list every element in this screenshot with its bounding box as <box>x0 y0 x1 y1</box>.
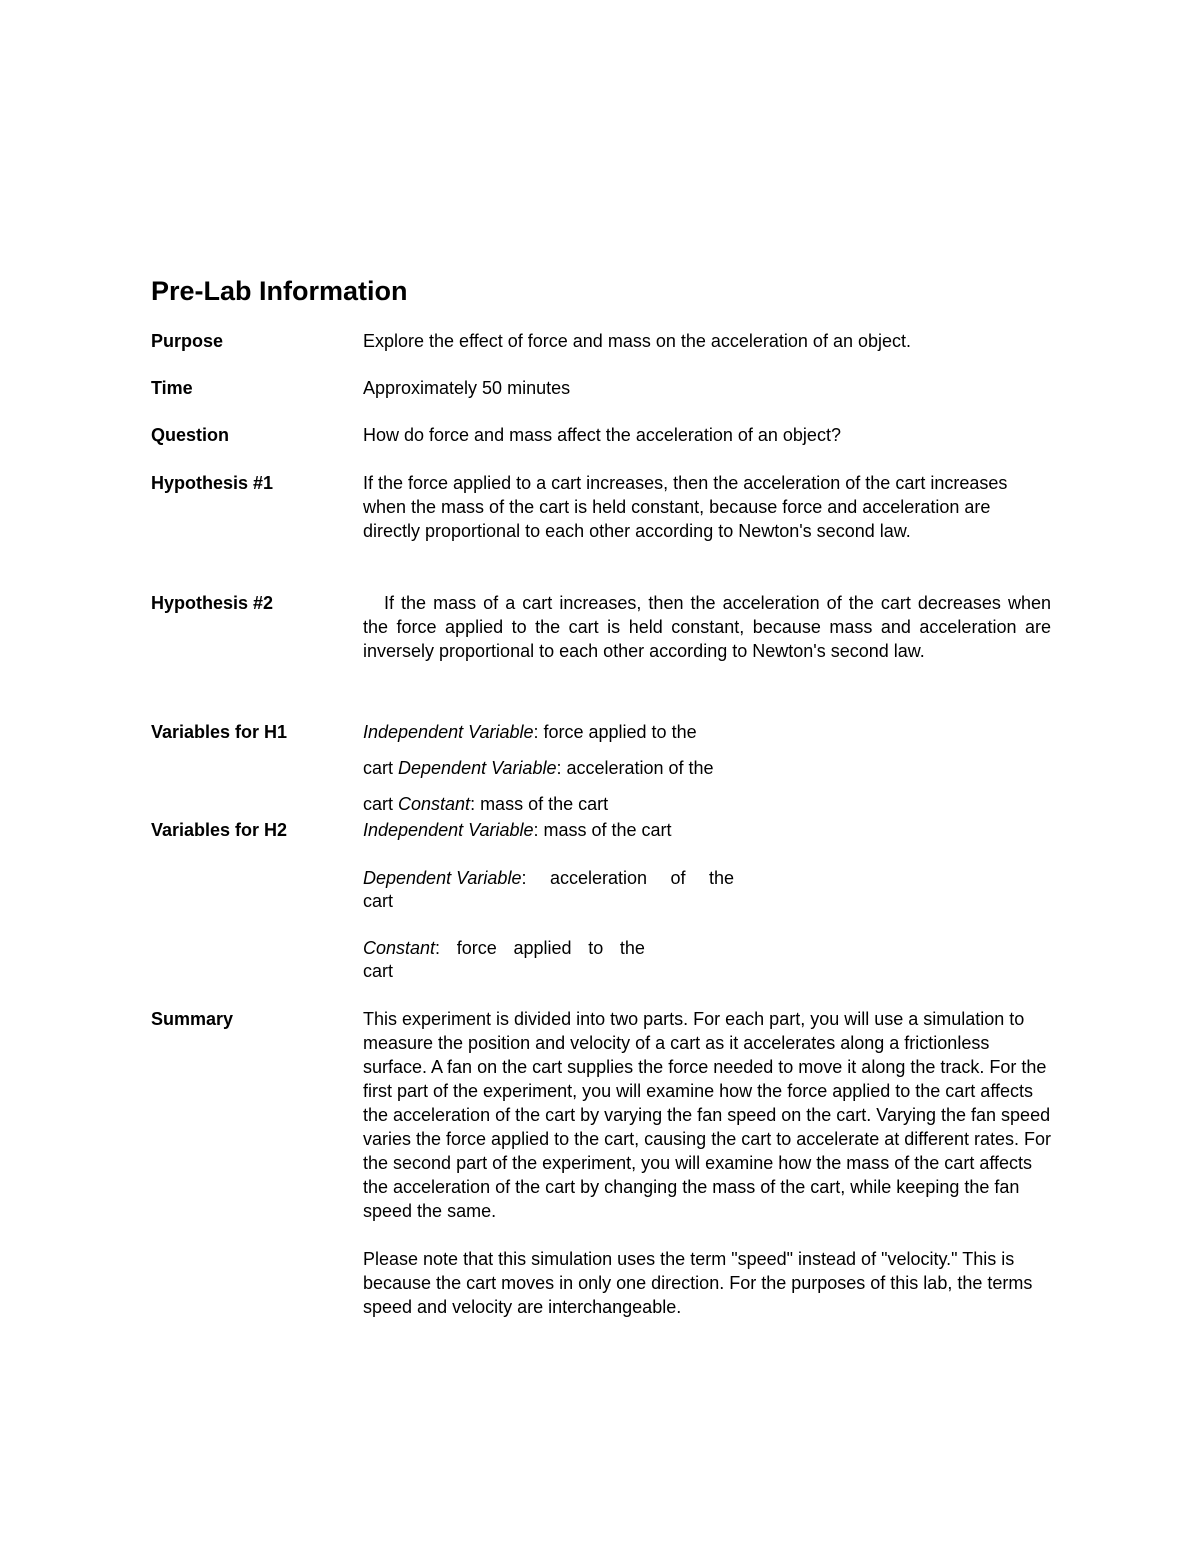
summary-body <box>363 1007 1058 1319</box>
constant-value: : mass of the cart <box>470 794 609 814</box>
variables-h2-dependent-line <box>363 866 734 890</box>
word: acceleration <box>549 868 647 888</box>
hypothesis-1-text: If the force applied to a cart increases, then the acceleration of the cart increases when the mass of the cart is held constant, because force and acceleration are directly proportional to each other according to Newton's second law. <box>363 473 1008 541</box>
summary-label: Summary <box>151 1009 234 1029</box>
word: applied <box>513 938 572 958</box>
variables-h1-label: Variables for H1 <box>151 722 288 742</box>
independent-variable-value: : mass of the cart <box>533 820 672 840</box>
constant-label: Constant <box>398 794 471 814</box>
dependent-variable-value: : acceleration of the <box>556 758 714 778</box>
independent-variable-label: Independent Variable <box>363 722 534 742</box>
hypothesis-2-label: Hypothesis #2 <box>151 593 274 613</box>
question-label: Question <box>151 425 230 445</box>
dependent-variable-label: Dependent Variable <box>363 868 522 888</box>
hypothesis-2-block <box>363 591 1051 663</box>
time-label: Time <box>151 378 193 398</box>
summary-paragraph-2: Please note that this simulation uses the term "speed" instead of "velocity." This is because the cart moves in only one direction. For the purposes of this lab, the terms speed and velocity are interchangeable. <box>363 1249 1033 1317</box>
hypothesis-1-label: Hypothesis #1 <box>151 473 274 493</box>
word: force <box>456 938 497 958</box>
question-text: How do force and mass affect the acceleration of an object? <box>363 425 841 445</box>
variables-h1-line-2 <box>363 756 714 780</box>
summary-paragraph-1: This experiment is divided into two parts. For each part, you will use a simulation to measure the position and velocity of a cart as it accelerates along a frictionless surface. A fan on the cart supplies the force needed to move it along the track. For the first part of the experiment, you will examine how the force applied to the cart affects the acceleration of the cart by varying the fan speed on the cart. Varying the fan speed varies the force applied to the cart, causing the cart to accelerate at different rates. For the second part of the experiment, you will examine how the mass of the cart affects the acceleration of the cart by changing the mass of the cart, while keeping the fan speed the same. <box>363 1009 1052 1221</box>
constant-label: Constant <box>363 938 436 958</box>
variables-h2-dependent-line-2: cart <box>363 891 394 911</box>
constant-group <box>363 936 440 960</box>
word: of <box>670 868 686 888</box>
dependent-variable-group <box>363 866 526 890</box>
word: the <box>708 868 734 888</box>
word: to <box>588 938 604 958</box>
word: the <box>619 938 645 958</box>
independent-variable-label: Independent Variable <box>363 820 534 840</box>
colon: : <box>521 868 527 888</box>
variables-h2-constant-line-2: cart <box>363 961 394 981</box>
page-title: Pre-Lab Information <box>151 276 408 306</box>
time-text: Approximately 50 minutes <box>363 378 571 398</box>
hypothesis-2-text: If the mass of a cart increases, then the acceleration of the cart decreases when the force applied to the cart is held constant, because mass and acceleration are inversely proportional to each other according to Newton's second law. <box>363 593 1051 661</box>
purpose-label: Purpose <box>151 331 224 351</box>
dependent-variable-label: Dependent Variable <box>398 758 557 778</box>
variables-h2-line-1 <box>363 818 672 842</box>
line-prefix: cart <box>363 794 399 814</box>
variables-h1-line-1 <box>363 720 697 744</box>
variables-h1-line-3 <box>363 792 608 816</box>
colon: : <box>435 938 441 958</box>
variables-h2-constant-line <box>363 936 645 960</box>
independent-variable-value: : force applied to the <box>533 722 697 742</box>
variables-h2-label: Variables for H2 <box>151 820 288 840</box>
line-prefix: cart <box>363 758 399 778</box>
purpose-text: Explore the effect of force and mass on the acceleration of an object. <box>363 331 911 351</box>
